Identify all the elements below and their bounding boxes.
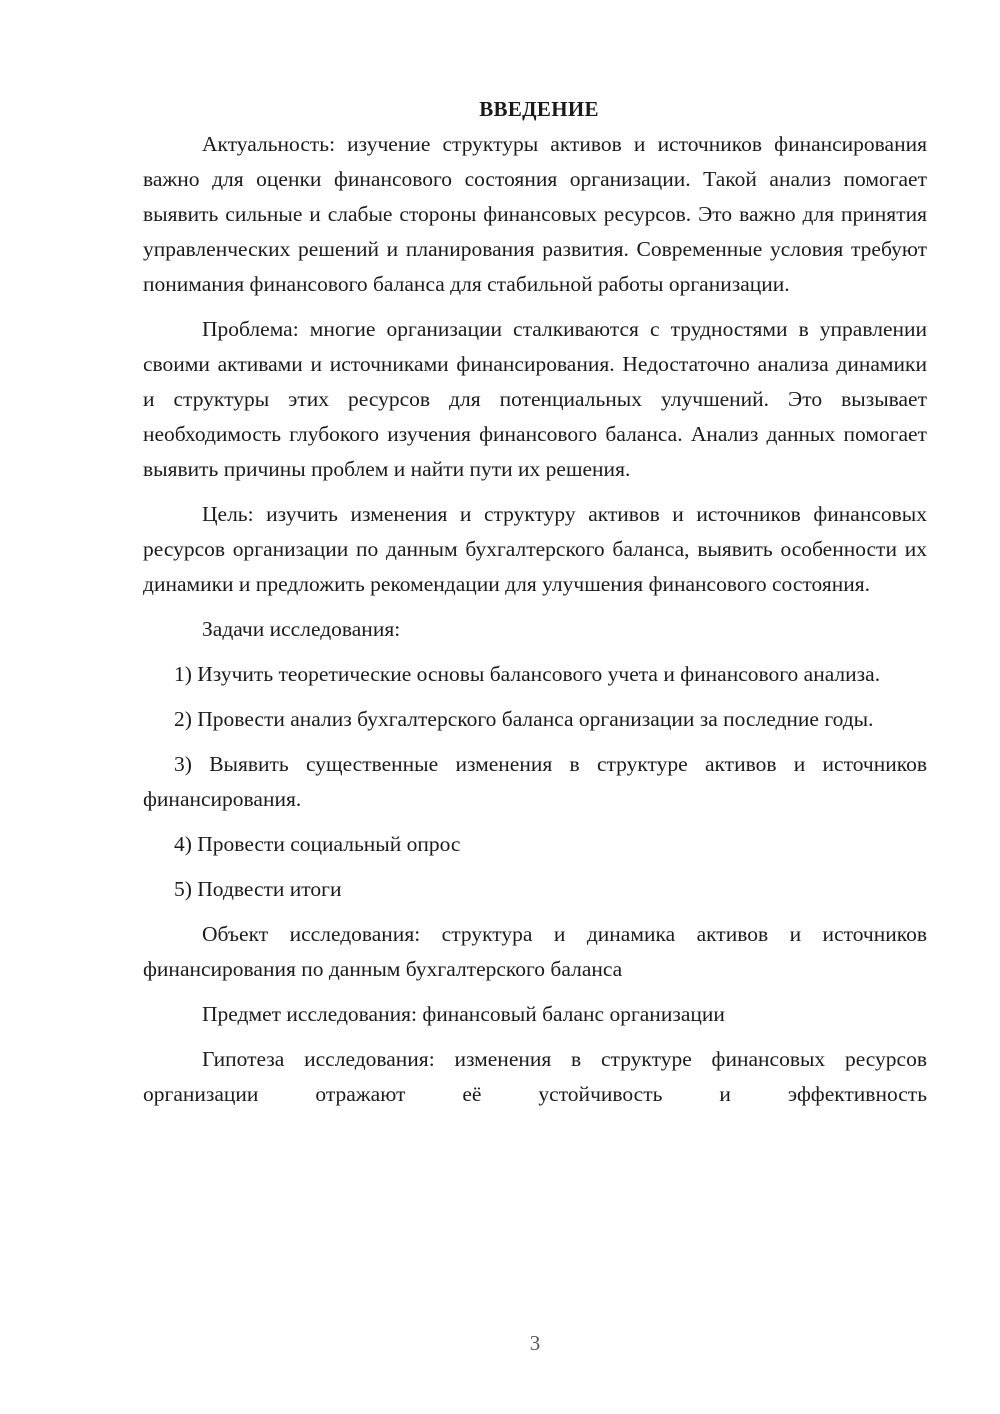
document-page: [143, 92, 927, 1122]
task-item-4: 4) Провести социальный опрос: [174, 832, 461, 856]
goal-paragraph: Цель: изучить изменения и структуру активов и источников финансовых ресурсов организации по данным бухгалтерского баланса, выявить особенности их динамики и предложить рекомендации для улучшения финансового состояния.: [143, 502, 927, 596]
problem-paragraph: Проблема: многие организации сталкиваются с трудностями в управлении своими активами и источниками финансирования. Недостаточно анализа динамики и структуры этих ресурсов для потенциальных улучшений. Это вызывает необходимость глубокого изучения финансового баланса. Анализ данных помогает выявить причины проблем и найти пути их решения.: [143, 317, 927, 481]
object-paragraph: Объект исследования: структура и динамика активов и источников финансирования по данным бухгалтерского баланса: [143, 922, 927, 981]
task-item-3: 3) Выявить существенные изменения в структуре активов и источников финансирования.: [143, 752, 927, 811]
tasks-heading: Задачи исследования:: [202, 617, 401, 641]
page-number: 3: [529, 1331, 541, 1355]
subject-paragraph: Предмет исследования: финансовый баланс организации: [202, 1002, 725, 1026]
relevance-paragraph: Актуальность: изучение структуры активов и источников финансирования важно для оценки финансового состояния организации. Такой анализ помогает выявить сильные и слабые стороны финансовых ресурсов. Это важно для принятия управленческих решений и планирования развития. Современные условия требуют понимания финансового баланса для стабильной работы организации.: [143, 132, 927, 296]
task-item-1: 1) Изучить теоретические основы балансового учета и финансового анализа.: [174, 662, 881, 686]
section-title: ВВЕДЕНИЕ: [479, 97, 599, 121]
task-item-5: 5) Подвести итоги: [174, 877, 342, 901]
task-item-2: 2) Провести анализ бухгалтерского баланса организации за последние годы.: [174, 707, 874, 731]
hypothesis-paragraph: Гипотеза исследования: изменения в структуре финансовых ресурсов организации отражают её устойчивость и эффективность: [143, 1047, 927, 1106]
